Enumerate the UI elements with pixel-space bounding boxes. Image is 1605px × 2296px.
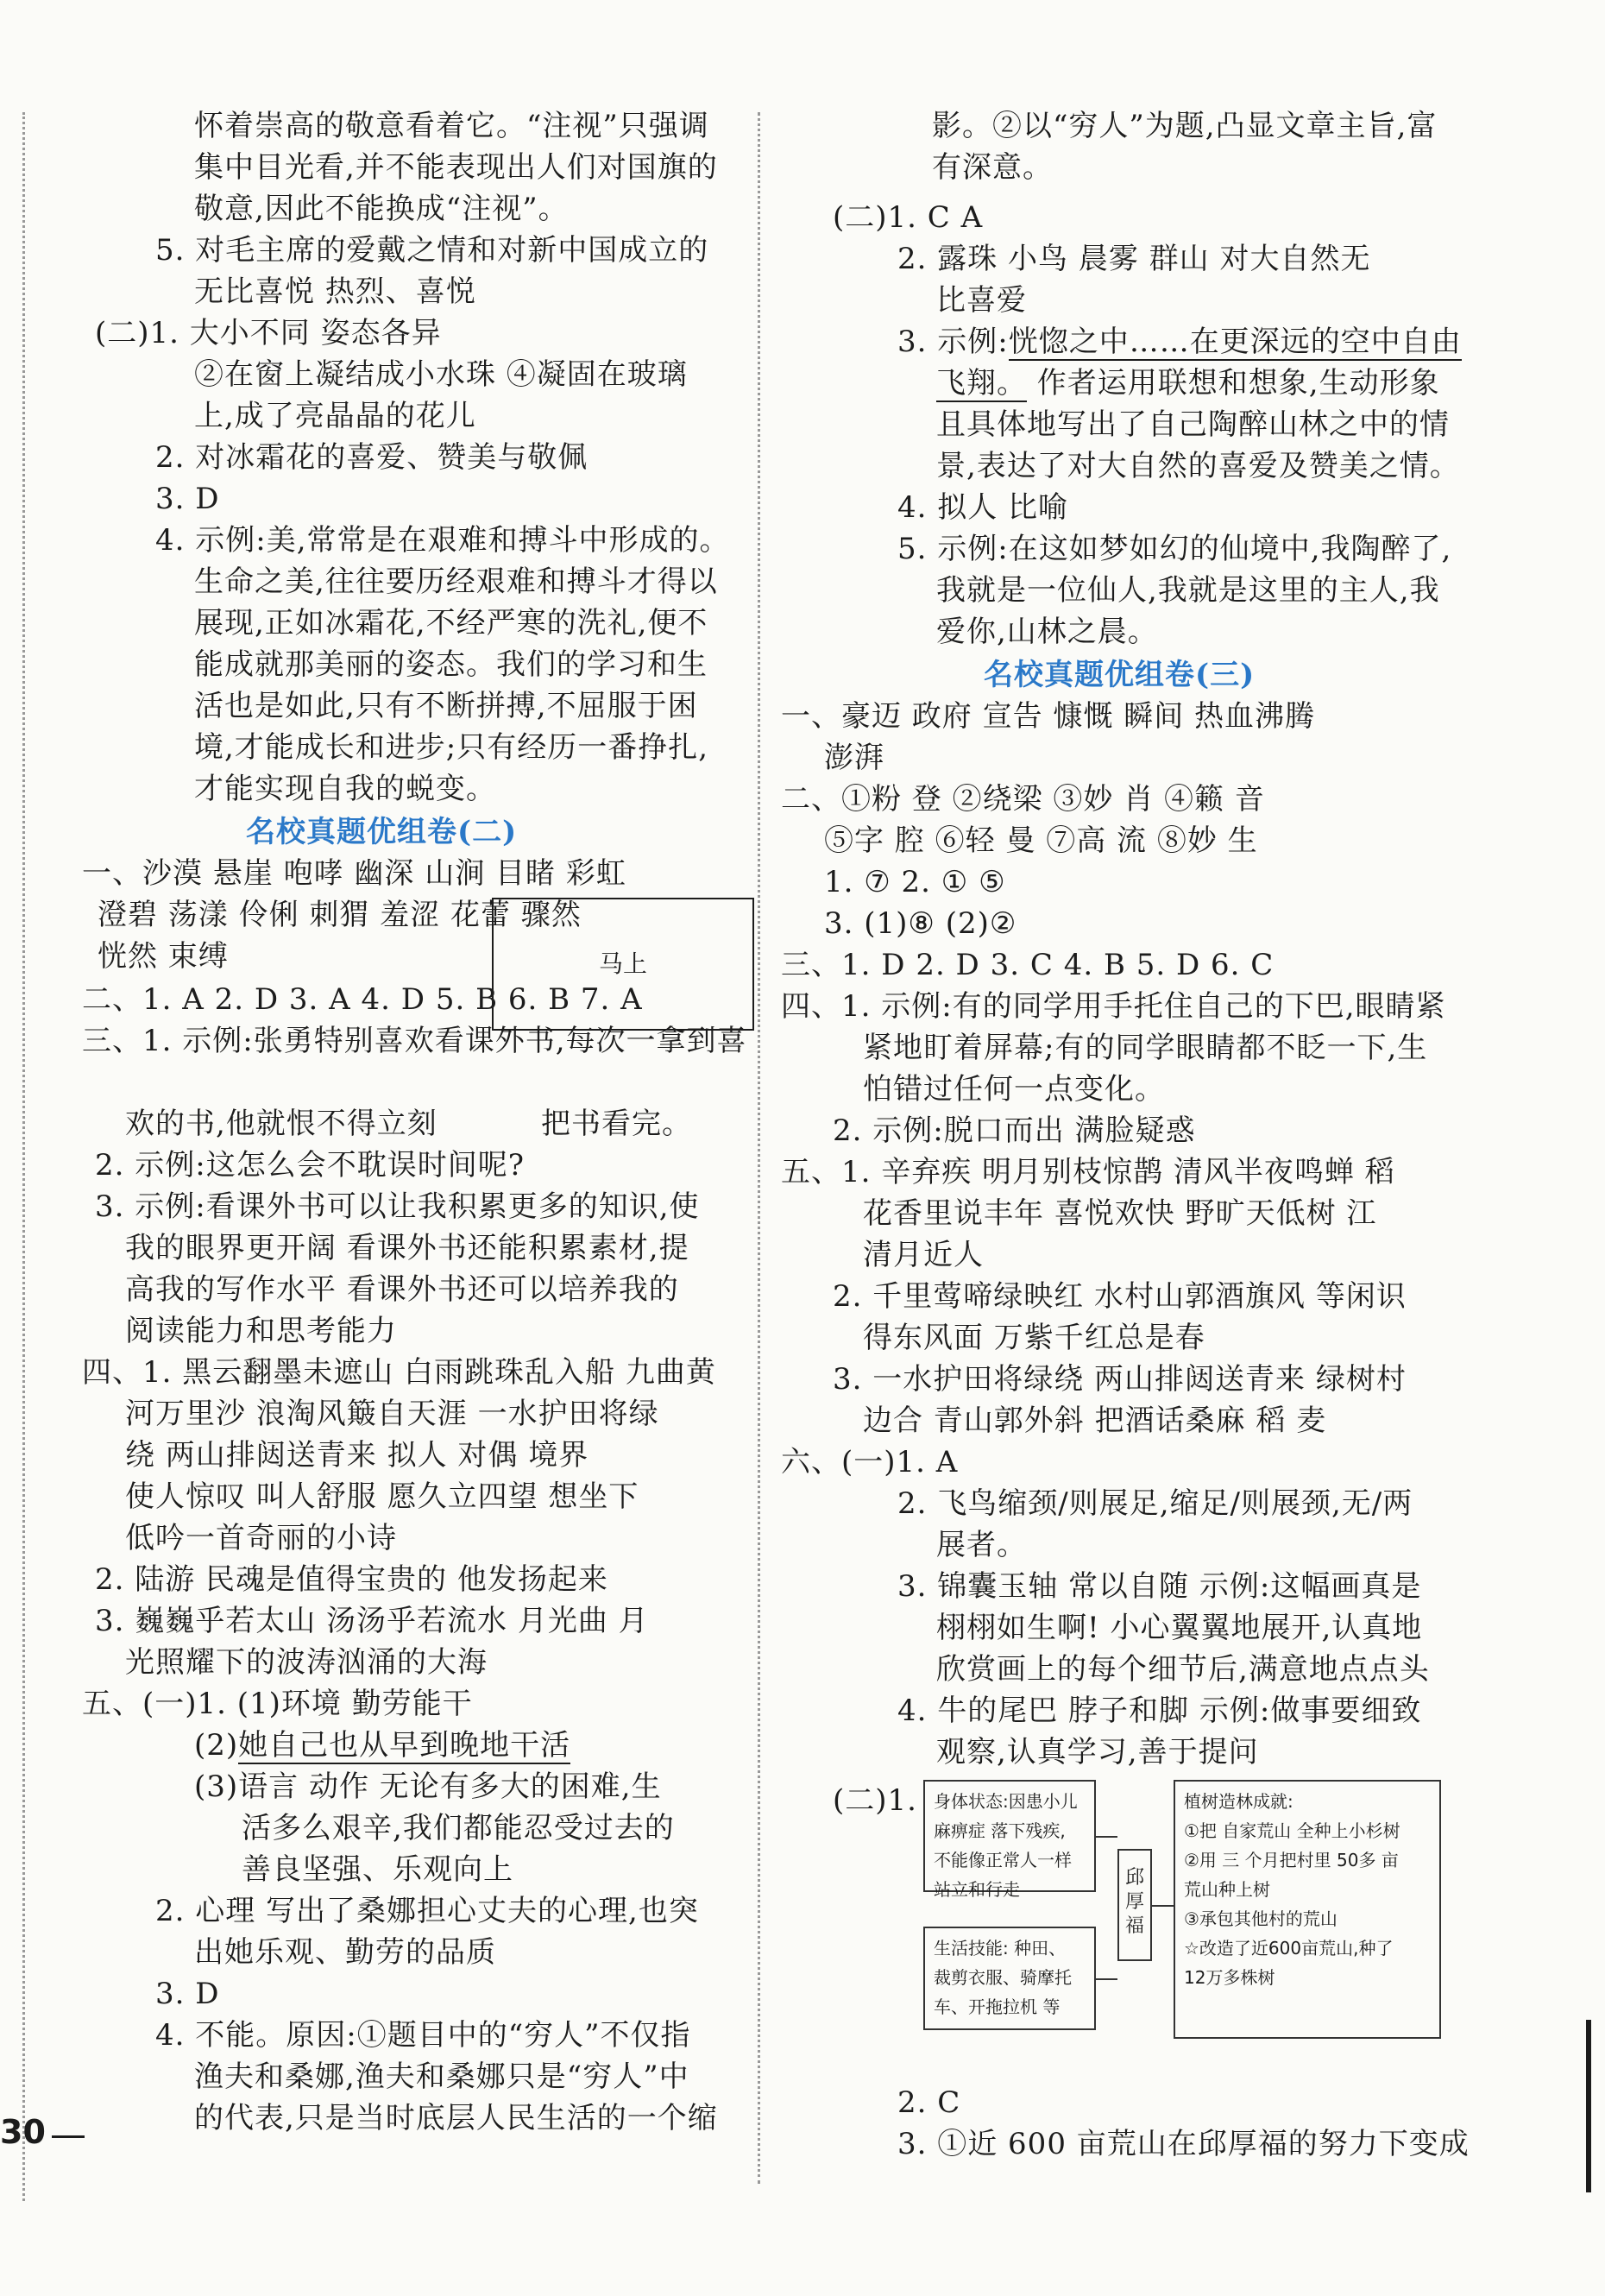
answer-line: (3)语言 动作 无论有多大的困难,生: [194, 1769, 662, 1804]
answer-line: 紧地盯着屏幕;有的同学眼睛都不眨一下,生: [863, 1031, 1428, 1065]
answer-line: 我的眼界更开阔 看课外书还能积累素材,提: [125, 1231, 689, 1265]
diagram-line: ①把 自家荒山 全种上小杉树: [1184, 1820, 1400, 1841]
answer-line: 5. 对毛主席的爱戴之情和对新中国成立的: [155, 233, 709, 268]
answer-line: 境,才能成长和进步;只有经历一番挣扎,: [194, 730, 709, 765]
answer-line: 五、(一)1. (1)环境 勤劳能干: [82, 1687, 473, 1721]
answer-line: 活多么艰辛,我们都能忍受过去的: [242, 1811, 675, 1845]
answer-line: 四、1. 黑云翻墨未遮山 白雨跳珠乱入船 九曲黄: [82, 1355, 716, 1390]
answer-line: 二、1. A 2. D 3. A 4. D 5. B 6. B 7. A: [82, 982, 643, 1017]
answer-line: 生命之美,往往要历经艰难和搏斗才得以: [194, 565, 718, 599]
answer-line: 展现,正如冰霜花,不经严寒的洗礼,便不: [194, 606, 708, 640]
answer-line: (2)她自己也从早到晚地干活: [194, 1728, 571, 1763]
answer-line: 2. 示例:脱口而出 满脸疑惑: [833, 1113, 1196, 1148]
answer-line: 恍然 束缚: [98, 939, 229, 974]
underlined-text: 她自己也从早到晚地干活: [238, 1728, 571, 1763]
page-edge-mark: [1586, 2020, 1591, 2192]
diagram-line: 12万多株树: [1184, 1967, 1275, 1988]
diagram-box-achievements: [1174, 1780, 1441, 2039]
answer-line: 怀着崇高的敬意看着它。“注视”只强调: [194, 109, 709, 143]
answer-line: 5. 示例:在这如梦如幻的仙境中,我陶醉了,: [897, 532, 1452, 566]
answer-box: 马上: [492, 898, 754, 1031]
answer-line: 河万里沙 浪淘风簸自天涯 一水护田将绿: [125, 1397, 659, 1431]
answer-line: 有深意。: [932, 150, 1053, 185]
answer-line: 影。②以“穷人”为题,凸显文章主旨,富: [932, 109, 1438, 143]
diagram-line: 车、开拖拉机 等: [934, 1996, 1061, 2017]
answer-line: 飞翔。 作者运用联想和想象,生动形象: [936, 366, 1440, 401]
answer-line: 绕 两山排闼送青来 拟人 对偶 境界: [125, 1438, 589, 1473]
answer-line: 善良坚强、乐观向上: [242, 1852, 513, 1887]
diagram-name-char: 福: [1124, 1915, 1144, 1937]
answer-line: 渔夫和桑娜,渔夫和桑娜只是“穷人”中: [194, 2059, 689, 2094]
answer-line: 2. C: [897, 2085, 961, 2120]
answer-line: 2. 心理 写出了桑娜担心丈夫的心理,也突: [155, 1894, 699, 1928]
answer-line: 2. 露珠 小鸟 晨雾 群山 对大自然无: [897, 242, 1371, 276]
answer-diagram: [923, 1780, 1441, 2056]
answer-line: 怕错过任何一点变化。: [863, 1072, 1165, 1107]
answer-line: 上,成了亮晶晶的花儿: [194, 399, 476, 433]
answer-line: 4. 示例:美,常常是在艰难和搏斗中形成的。: [155, 523, 730, 558]
answer-line: ⑤字 腔 ⑥轻 曼 ⑦高 流 ⑧妙 生: [824, 823, 1258, 858]
answer-line: 欣赏画上的每个细节后,满意地点点头: [936, 1652, 1430, 1687]
answer-line: 3. 一水护田将绿绕 两山排闼送青来 绿树村: [833, 1362, 1407, 1397]
answer-line: 2. 千里莺啼绿映红 水村山郭酒旗风 等闲识: [833, 1279, 1407, 1314]
answer-line: 比喜爱: [936, 283, 1027, 318]
answer-line: 2. 对冰霜花的喜爱、赞美与敬佩: [155, 440, 588, 475]
answer-line: 且具体地写出了自己陶醉山林之中的情: [936, 407, 1450, 442]
answer-line: 2. 飞鸟缩颈/则展足,缩足/则展颈,无/两: [897, 1486, 1413, 1521]
answer-line: 欢的书,他就恨不得立刻: [125, 1107, 437, 1141]
diagram-name-char: 厚: [1124, 1891, 1144, 1913]
answer-line: 1. ⑦ 2. ① ⑤: [824, 865, 1006, 899]
answer-line: 澄碧 荡漾 伶俐 刺猬 羞涩 花蕾 骤然: [98, 898, 582, 932]
answer-line: ②在窗上凝结成小水珠 ④凝固在玻璃: [194, 357, 688, 392]
answer-line: 3. 示例:恍惚之中……在更深远的空中自由: [897, 325, 1462, 359]
underlined-text: 恍惚之中……在更深远的空中自由: [1008, 325, 1462, 359]
diagram-box-name: [1117, 1849, 1152, 1961]
answer-line: 花香里说丰年 喜悦欢快 野旷天低树 江: [863, 1196, 1377, 1231]
connector-line: [1096, 1836, 1117, 1838]
diagram-line: 裁剪衣服、骑摩托: [934, 1967, 1072, 1988]
answer-line: 3. ①近 600 亩荒山在邱厚福的努力下变成: [897, 2127, 1470, 2161]
answer-line: 观察,认真学习,善于提问: [936, 1735, 1259, 1769]
answer-line: 2. 陆游 民魂是值得宝贵的 他发扬起来: [95, 1562, 608, 1597]
answer-line: 低吟一首奇丽的小诗: [125, 1521, 397, 1555]
diagram-box-skills: [923, 1927, 1096, 2030]
answer-line: 三、1. 示例:张勇特别喜欢看课外书,每次一拿到喜: [82, 1024, 747, 1058]
answer-line: 3. (1)⑧ (2)②: [824, 906, 1017, 941]
answer-line: 3. 示例:看课外书可以让我积累更多的知识,使: [95, 1189, 700, 1224]
diagram-line: 不能像正常人一样: [934, 1850, 1072, 1870]
page-dash: [52, 2135, 85, 2138]
diagram-line: 身体状态:因患小儿: [934, 1791, 1078, 1812]
answer-line: 4. 牛的尾巴 脖子和脚 示例:做事要细致: [897, 1694, 1422, 1728]
diagram-line: 植树造林成就:: [1184, 1791, 1293, 1812]
answer-line: (二)1.: [833, 1783, 917, 1818]
answer-line: 能成就那美丽的姿态。我们的学习和生: [194, 647, 708, 682]
answer-line: (二)1. C A: [833, 200, 984, 235]
answer-line: 3. 巍巍乎若太山 汤汤乎若流水 月光曲 月: [95, 1604, 649, 1638]
answer-line: 4. 拟人 比喻: [897, 490, 1069, 525]
answer-line: 栩栩如生啊! 小心翼翼地展开,认真地: [936, 1611, 1423, 1645]
page-number: 30: [0, 2113, 46, 2151]
answer-line: 三、1. D 2. D 3. C 4. B 5. D 6. C: [781, 948, 1275, 982]
section-title: 名校真题优组卷(三): [984, 658, 1256, 692]
answer-line: 一、豪迈 政府 宣告 慷慨 瞬间 热血沸腾: [781, 699, 1316, 734]
diagram-line: 荒山种上树: [1184, 1879, 1270, 1900]
answer-line: 的代表,只是当时底层人民生活的一个缩: [194, 2101, 718, 2135]
answer-line: 使人惊叹 叫人舒服 愿久立四望 想坐下: [125, 1479, 639, 1514]
answer-line: 才能实现自我的蜕变。: [194, 772, 496, 806]
answer-line: 我就是一位仙人,我就是这里的主人,我: [936, 573, 1440, 608]
answer-line: 清月近人: [863, 1238, 984, 1272]
answer-line: 3. D: [155, 482, 220, 516]
answer-line: 3. D: [155, 1977, 220, 2011]
answer-line: 光照耀下的波涛汹涌的大海: [125, 1645, 488, 1680]
answer-line: 2. 示例:这怎么会不耽误时间呢?: [95, 1148, 525, 1183]
answer-line: 边合 青山郭外斜 把酒话桑麻 稻 麦: [863, 1403, 1327, 1438]
answer-line: 阅读能力和思考能力: [125, 1314, 397, 1348]
connector-line: [1152, 1905, 1174, 1907]
answer-line: 敬意,因此不能换成“注视”。: [194, 192, 569, 226]
answer-line: 出她乐观、勤劳的品质: [194, 1935, 496, 1970]
answer-line: 把书看完。: [541, 1107, 692, 1141]
answer-line: 四、1. 示例:有的同学用手托住自己的下巴,眼睛紧: [781, 989, 1446, 1024]
diagram-line: 麻痹症 落下残疾,: [934, 1820, 1066, 1841]
answer-line: 一、沙漠 悬崖 咆哮 幽深 山涧 目睹 彩虹: [82, 856, 626, 891]
answer-line: 集中目光看,并不能表现出人们对国旗的: [194, 150, 718, 185]
diagram-line: 站立和行走: [934, 1879, 1020, 1900]
answer-line: 活也是如此,只有不断拼搏,不屈服于困: [194, 689, 698, 723]
margin-dots: [22, 112, 25, 2201]
column-divider: [758, 112, 760, 2184]
answer-line: 无比喜悦 热烈、喜悦: [194, 274, 476, 309]
answer-line: 澎湃: [824, 741, 884, 775]
connector-line: [1096, 1978, 1117, 1980]
answer-line: (二)1. 大小不同 姿态各异: [95, 316, 442, 350]
answer-line: 4. 不能。原因:①题目中的“穷人”不仅指: [155, 2018, 691, 2053]
diagram-line: ☆改造了近600亩荒山,种了: [1184, 1938, 1394, 1959]
diagram-box-body: [923, 1780, 1096, 1900]
answer-line: 展者。: [936, 1528, 1027, 1562]
diagram-line: ②用 三 个月把村里 50多 亩: [1184, 1850, 1399, 1870]
diagram-line: ③承包其他村的荒山: [1184, 1908, 1338, 1929]
answer-line: 爱你,山林之晨。: [936, 615, 1158, 649]
answer-line: 五、1. 辛弃疾 明月别枝惊鹊 清风半夜鸣蝉 稻: [781, 1155, 1395, 1189]
answer-line: 3. 锦囊玉轴 常以自随 示例:这幅画真是: [897, 1569, 1422, 1604]
diagram-name-char: 邱: [1124, 1867, 1144, 1889]
underlined-text: 飞翔。: [936, 366, 1027, 401]
section-title: 名校真题优组卷(二): [246, 815, 518, 849]
answer-line: 得东风面 万紫千红总是春: [863, 1321, 1205, 1355]
answer-line: 六、(一)1. A: [781, 1445, 959, 1479]
answer-line: 二、①粉 登 ②绕梁 ③妙 肖 ④籁 音: [781, 782, 1265, 817]
answer-line: 高我的写作水平 看课外书还可以培养我的: [125, 1272, 679, 1307]
diagram-line: 生活技能: 种田、: [934, 1938, 1067, 1959]
answer-line: 景,表达了对大自然的喜爱及赞美之情。: [936, 449, 1460, 483]
